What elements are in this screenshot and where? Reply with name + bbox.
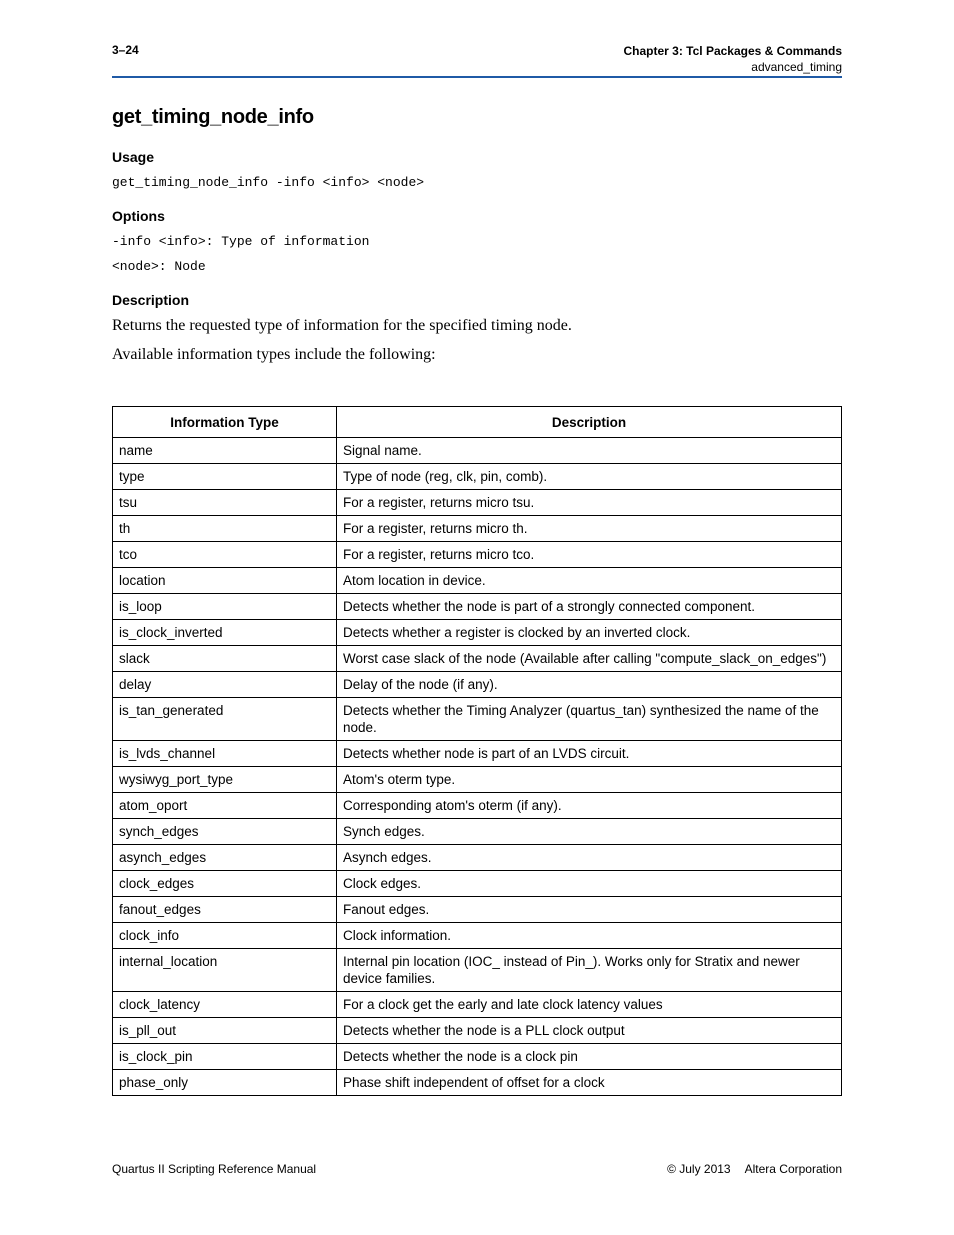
description-cell: Type of node (reg, clk, pin, comb). xyxy=(337,464,842,490)
info-type-cell: phase_only xyxy=(113,1070,337,1096)
description-cell: For a register, returns micro tsu. xyxy=(337,490,842,516)
info-type-cell: is_lvds_channel xyxy=(113,741,337,767)
footer-date: © July 2013 xyxy=(667,1162,731,1176)
table-header-row xyxy=(113,407,842,438)
footer-manual-title: Quartus II Scripting Reference Manual xyxy=(112,1162,317,1176)
description-heading: Description xyxy=(112,292,190,308)
description-cell: Detects whether the Timing Analyzer (quartus_tan) synthesized the name of the node. xyxy=(337,698,842,741)
info-type-cell: tsu xyxy=(113,490,337,516)
running-header xyxy=(623,43,842,75)
table-row xyxy=(113,464,842,490)
table-row xyxy=(113,845,842,871)
option-info: -info <info>: Type of information xyxy=(112,234,370,249)
info-type-cell: clock_info xyxy=(113,923,337,949)
footer-copyright xyxy=(667,1162,842,1176)
info-type-cell: delay xyxy=(113,672,337,698)
command-title: get_timing_node_info xyxy=(112,106,314,128)
info-type-cell: name xyxy=(113,438,337,464)
description-cell: Detects whether the node is a clock pin xyxy=(337,1044,842,1070)
table-row xyxy=(113,767,842,793)
table-row xyxy=(113,871,842,897)
usage-heading: Usage xyxy=(112,149,155,165)
table-row xyxy=(113,819,842,845)
info-type-cell: tco xyxy=(113,542,337,568)
description-cell: Fanout edges. xyxy=(337,897,842,923)
chapter-title: Chapter 3: Tcl Packages & Commands xyxy=(623,44,842,58)
table-row xyxy=(113,923,842,949)
description-cell: Asynch edges. xyxy=(337,845,842,871)
table-row xyxy=(113,1044,842,1070)
footer-company: Altera Corporation xyxy=(744,1162,842,1176)
info-types-table xyxy=(112,406,842,1096)
table-row xyxy=(113,897,842,923)
table-row xyxy=(113,594,842,620)
description-cell: Clock edges. xyxy=(337,871,842,897)
description-cell: Detects whether the node is part of a strongly connected component. xyxy=(337,594,842,620)
description-cell: Detects whether the node is a PLL clock output xyxy=(337,1018,842,1044)
info-type-cell: is_pll_out xyxy=(113,1018,337,1044)
description-cell: Atom location in device. xyxy=(337,568,842,594)
description-cell: Worst case slack of the node (Available after calling "compute_slack_on_edges") xyxy=(337,646,842,672)
description-cell: Clock information. xyxy=(337,923,842,949)
description-cell: Corresponding atom's oterm (if any). xyxy=(337,793,842,819)
info-type-cell: type xyxy=(113,464,337,490)
page-number: 3–24 xyxy=(112,43,139,57)
description-cell: For a register, returns micro th. xyxy=(337,516,842,542)
table-row xyxy=(113,741,842,767)
description-cell: Signal name. xyxy=(337,438,842,464)
info-type-cell: is_clock_pin xyxy=(113,1044,337,1070)
description-cell: Internal pin location (IOC_ instead of Pin_). Works only for Stratix and newer device families. xyxy=(337,949,842,992)
table-row xyxy=(113,793,842,819)
column-header-description: Description xyxy=(337,407,842,438)
description-cell: Detects whether node is part of an LVDS circuit. xyxy=(337,741,842,767)
info-type-cell: atom_oport xyxy=(113,793,337,819)
table-row xyxy=(113,698,842,741)
info-type-cell: th xyxy=(113,516,337,542)
description-cell: Synch edges. xyxy=(337,819,842,845)
info-type-cell: wysiwyg_port_type xyxy=(113,767,337,793)
description-paragraph: Returns the requested type of information for the specified timing node. xyxy=(112,317,572,334)
column-header-info-type: Information Type xyxy=(113,407,337,438)
description-paragraph: Available information types include the following: xyxy=(112,346,436,363)
description-cell: Atom's oterm type. xyxy=(337,767,842,793)
table-row xyxy=(113,568,842,594)
table-row xyxy=(113,438,842,464)
info-type-cell: clock_latency xyxy=(113,992,337,1018)
info-type-cell: clock_edges xyxy=(113,871,337,897)
header-rule xyxy=(112,76,842,78)
table-row xyxy=(113,490,842,516)
description-cell: For a register, returns micro tco. xyxy=(337,542,842,568)
options-heading: Options xyxy=(112,208,165,224)
option-node: <node>: Node xyxy=(112,259,206,274)
info-type-cell: is_clock_inverted xyxy=(113,620,337,646)
table-row xyxy=(113,949,842,992)
info-type-cell: is_tan_generated xyxy=(113,698,337,741)
info-type-cell: asynch_edges xyxy=(113,845,337,871)
description-cell: Delay of the node (if any). xyxy=(337,672,842,698)
table-row xyxy=(113,620,842,646)
usage-code: get_timing_node_info -info <info> <node> xyxy=(112,175,425,190)
description-cell: Phase shift independent of offset for a clock xyxy=(337,1070,842,1096)
table-row xyxy=(113,646,842,672)
table-row xyxy=(113,1070,842,1096)
description-cell: Detects whether a register is clocked by an inverted clock. xyxy=(337,620,842,646)
info-type-cell: is_loop xyxy=(113,594,337,620)
info-type-cell: slack xyxy=(113,646,337,672)
table-row xyxy=(113,516,842,542)
table-row xyxy=(113,672,842,698)
info-type-cell: synch_edges xyxy=(113,819,337,845)
section-name: advanced_timing xyxy=(751,60,842,74)
info-type-cell: fanout_edges xyxy=(113,897,337,923)
table-row xyxy=(113,542,842,568)
info-type-cell: location xyxy=(113,568,337,594)
table-row xyxy=(113,992,842,1018)
description-cell: For a clock get the early and late clock latency values xyxy=(337,992,842,1018)
table-row xyxy=(113,1018,842,1044)
info-type-cell: internal_location xyxy=(113,949,337,992)
